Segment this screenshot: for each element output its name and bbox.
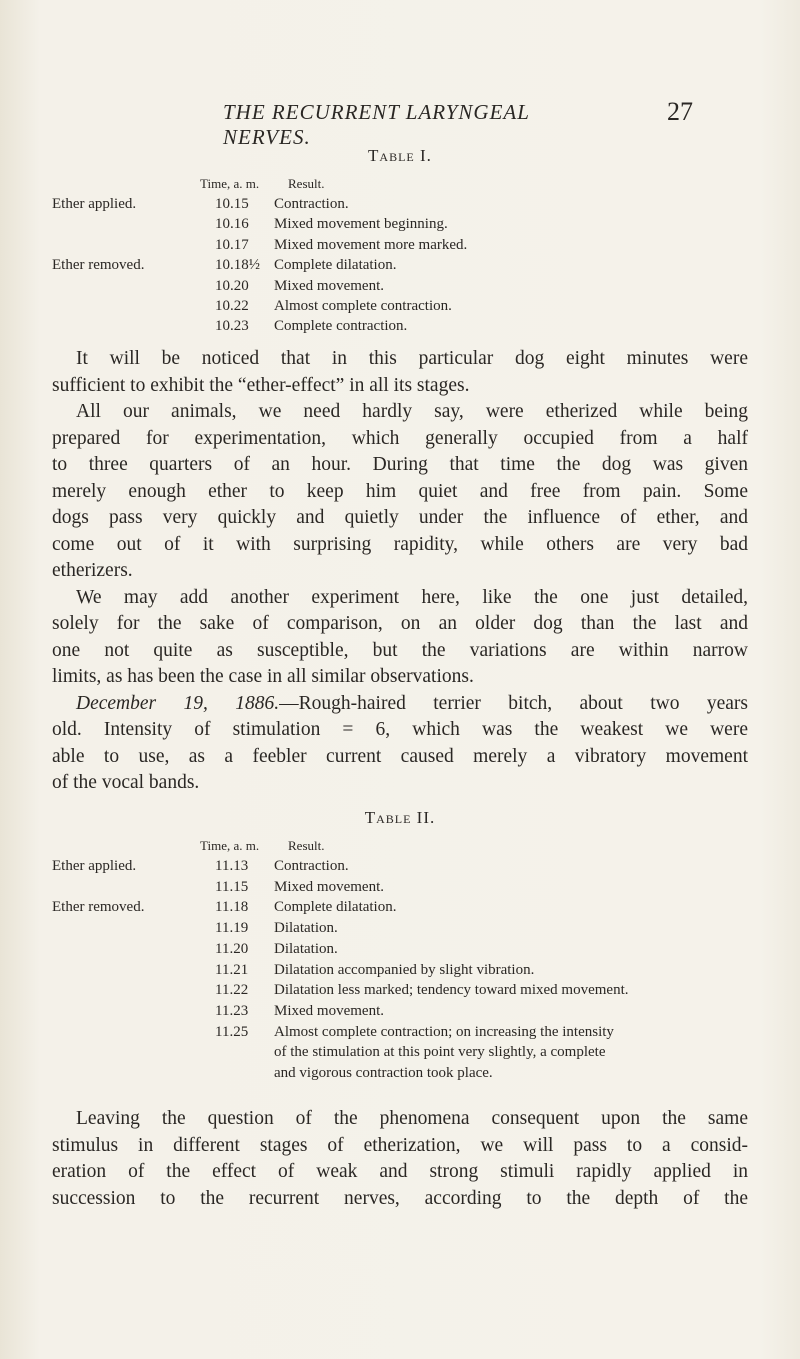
row-result: Mixed movement. [274,1003,384,1019]
row-label: Ether removed. [52,899,145,915]
row-result: Complete dilatation. [274,899,397,915]
text-line: etherizers. [52,560,133,581]
text-line: solely for the sake of comparison, on an older dog than the last and [52,613,748,634]
row-time: 10.18½ [215,257,260,273]
row-label: Ether applied. [52,196,137,212]
row-time: 11.19 [215,920,249,936]
text-line: eration of the effect of weak and strong stimuli rapidly applied in [52,1161,748,1182]
row-time: 11.23 [215,1003,249,1019]
row-result: Complete dilatation. [274,257,397,273]
text-line: old. Intensity of stimulation = 6, which was the weakest we were [52,719,748,740]
text-line: limits, as has been the case in all similar observations. [52,666,474,687]
row-label: Ether applied. [52,858,137,874]
row-result: Mixed movement beginning. [274,216,448,232]
row-time: 11.25 [215,1024,249,1040]
text-line: prepared for experimentation, which generally occupied from a half [52,427,748,449]
row-result: Almost complete contraction; on increasing the intensity [274,1024,614,1040]
table-1-title: Table I. [368,146,432,165]
row-time: 10.16 [215,216,249,232]
row-result: Mixed movement. [274,879,384,895]
text-line: able to use, as a feebler current caused merely a vibratory movement [52,745,748,767]
text-line: come out of it with surprising rapidity, while others are very bad [52,533,748,555]
text-line [52,691,748,718]
table-1-col-result: Result. [288,176,325,191]
text-line: of the vocal bands. [52,772,200,793]
text-line: We may add another experiment here, like the one just detailed, [76,586,748,608]
row-result: Dilatation. [274,941,338,957]
row-result: Dilatation accompanied by slight vibration. [274,962,535,978]
table-2-title: Table II. [364,808,436,827]
row-time: 10.17 [215,237,249,253]
table-2-col-result: Result. [288,838,325,853]
row-result: Almost complete contraction. [274,298,452,314]
row-time: 10.15 [215,196,249,212]
row-result: Dilatation less marked; tendency toward mixed movement. [274,982,629,998]
body-text-1 [52,346,748,797]
text-line: one not quite as susceptible, but the variations are within narrow [52,639,748,661]
row-result: of the stimulation at this point very slightly, a complete [274,1044,606,1060]
row-time: 11.20 [215,941,249,957]
row-time: 11.15 [215,879,249,895]
text-line: to three quarters of an hour. During that time the dog was given [52,454,748,475]
table-1-col-time: Time, a. m. [200,176,260,191]
text-fragment: —Rough-haired terrier bitch, about two years [279,692,749,714]
row-result: Mixed movement more marked. [274,237,468,253]
text-line: stimulus in different stages of etherization, we will pass to a consid- [52,1134,748,1156]
row-result: Complete contraction. [274,318,408,334]
row-time: 11.18 [215,899,249,915]
row-time: 10.20 [215,278,249,294]
row-result: Mixed movement. [274,278,384,294]
row-time: 11.22 [215,982,249,998]
text-line: All our animals, we need hardly say, were etherized while being [76,401,748,422]
text-line: succession to the recurrent nerves, according to the depth of the [52,1187,748,1209]
text-line: sufficient to exhibit the “ether-effect” in all its stages. [52,374,470,396]
table-2-col-time: Time, a. m. [200,838,260,853]
experiment-date: December 19, 1886. [76,692,280,714]
row-time: 10.23 [215,318,249,334]
running-title: THE RECURRENT LARYNGEAL NERVES. [223,100,530,149]
page-number: 27 [667,97,693,126]
row-result: Contraction. [274,858,349,874]
row-result: Contraction. [274,196,349,212]
text-line: merely enough ether to keep him quiet and free from pain. Some [52,480,748,502]
text-line: dogs pass very quickly and quietly under the influence of ether, and [52,507,748,528]
text-line: Leaving the question of the phenomena consequent upon the same [76,1108,748,1129]
row-time: 11.21 [215,962,249,978]
text-line: It will be noticed that in this particular dog eight minutes were [76,348,748,369]
row-time: 10.22 [215,298,249,314]
row-time: 11.13 [215,858,249,874]
row-result: and vigorous contraction took place. [274,1065,493,1081]
body-text-2 [52,1106,748,1212]
row-label: Ether removed. [52,257,145,273]
row-result: Dilatation. [274,920,338,936]
